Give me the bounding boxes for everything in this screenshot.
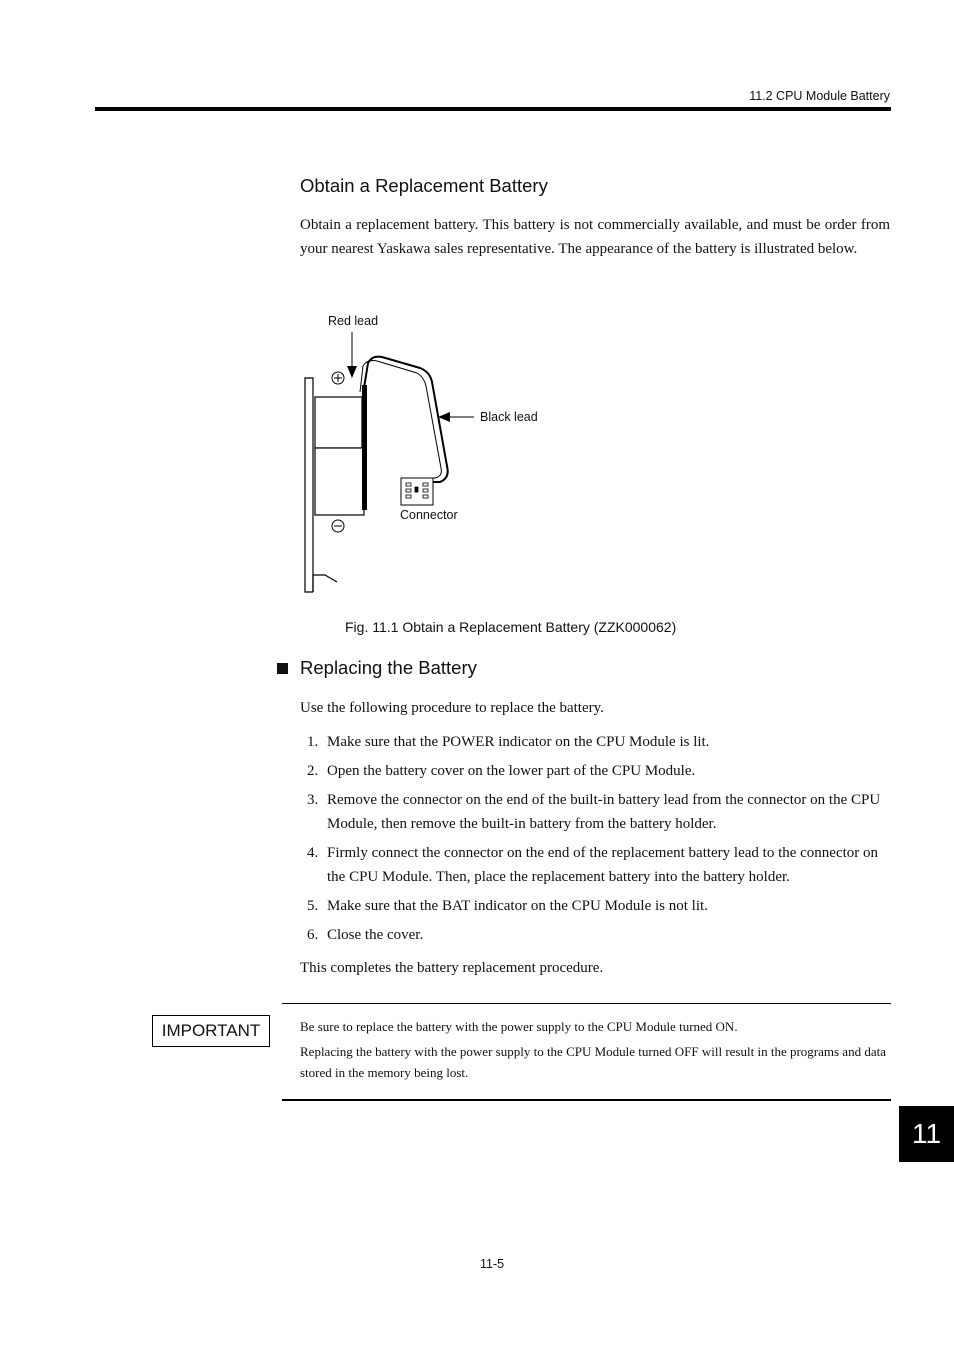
header-rule [95,107,891,111]
procedure-step: 3. Remove the connector on the end of the built-in battery lead from the connector on the CPU Module, then remove the built-in battery from the battery holder. [307,792,881,832]
procedure-outro: This completes the battery replacement procedure. [300,960,604,976]
bullet-square-icon [277,663,288,674]
black-lead-label: Black lead [480,410,538,424]
important-note [300,1016,890,1087]
procedure-steps [300,730,894,952]
battery-lead-wire-inner [360,361,441,478]
procedure-step: 6. Close the cover. [307,927,424,943]
page-number: 11-5 [480,1257,505,1271]
battery-illustration [290,300,590,610]
battery-body-upper [315,397,362,448]
chapter-tab: 11 [899,1106,954,1162]
important-rule-bottom [282,1099,891,1101]
subsection-title [277,657,477,679]
connector-label: Connector [400,508,458,522]
battery-side [362,385,367,510]
section-title: Obtain a Replacement Battery [300,175,548,196]
important-line-1: Be sure to replace the battery with the power supply to the CPU Module turned ON. [300,1019,738,1034]
figure-caption: Fig. 11.1 Obtain a Replacement Battery (ZZK000062) [345,619,677,635]
battery-body-lower [315,448,364,515]
running-header: 11.2 CPU Module Battery [749,89,890,103]
procedure-step: 4. Firmly connect the connector on the end of the replacement battery lead to the connector on the CPU Module. Then, place the replacement battery into the battery holder. [307,845,879,885]
bracket-foot [313,575,337,592]
procedure-intro: Use the following procedure to replace the battery. [300,700,604,716]
section-intro-paragraph: Obtain a replacement battery. This battery is not commercially available, and must be order from your nearest Yaskawa sales representative. The appearance of the battery is illustrated below. [300,217,890,257]
battery-lead-wire-outer [364,357,448,482]
red-lead-label: Red lead [328,314,379,328]
procedure-step: 2. Open the battery cover on the lower part of the CPU Module. [307,763,696,779]
important-badge: IMPORTANT [152,1015,270,1047]
important-line-2: Replacing the battery with the power supply to the CPU Module turned OFF will result in the programs and data stored in the memory being lost. [300,1044,886,1080]
procedure-step: 1. Make sure that the POWER indicator on the CPU Module is lit. [307,734,710,750]
module-bracket [305,378,313,592]
procedure-step: 5. Make sure that the BAT indicator on the CPU Module is not lit. [307,898,708,914]
important-rule-top [282,1003,891,1004]
subsection-title-text: Replacing the Battery [300,657,477,678]
